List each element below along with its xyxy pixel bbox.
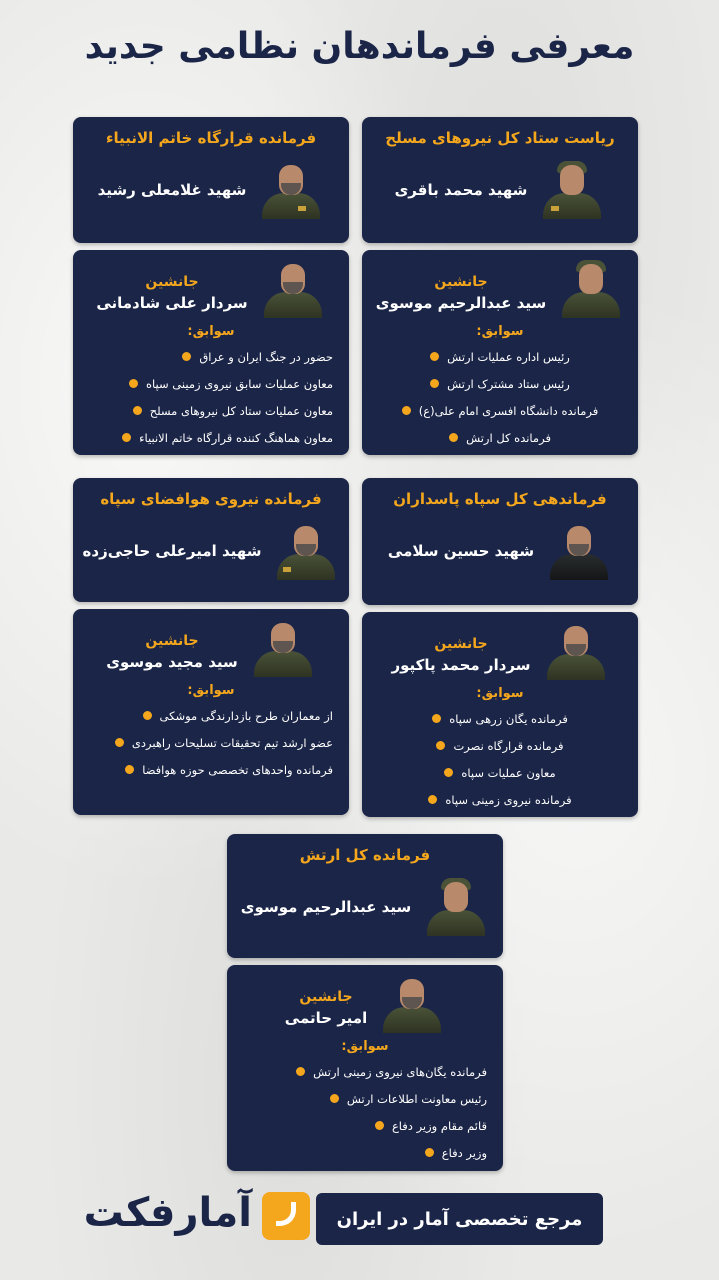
card-title: فرماندهی کل سپاه پاسداران	[393, 490, 607, 508]
bullet-icon	[296, 1067, 305, 1076]
successor-name: سید مجید موسوی	[106, 653, 238, 671]
card-title: فرمانده کل ارتش	[299, 846, 431, 864]
card-title: فرمانده نیروی هوافضای سپاه	[100, 490, 322, 508]
list-item: معاون عملیات ستاد کل نیروهای مسلح	[89, 397, 333, 424]
records-label: سوابق:	[476, 686, 524, 701]
bullet-icon	[449, 433, 458, 442]
bullet-icon	[425, 1148, 434, 1157]
commander-photo	[273, 520, 339, 580]
records-list	[73, 702, 349, 783]
successor-label: جانشین	[299, 989, 353, 1005]
successor-label: جانشین	[434, 636, 488, 652]
bullet-icon	[115, 738, 124, 747]
successor-label: جانشین	[434, 274, 488, 290]
list-item: معاون هماهنگ کننده قرارگاه خاتم الانبیاء	[89, 424, 333, 451]
bullet-icon	[125, 765, 134, 774]
list-item: قائم مقام وزیر دفاع	[243, 1112, 487, 1139]
card-successor-khatam	[73, 250, 349, 455]
commander-photo	[546, 520, 612, 580]
successor-name: سردار علی شادمانی	[96, 294, 248, 312]
records-label: سوابق:	[476, 324, 524, 339]
bullet-icon	[432, 714, 441, 723]
logo-mark-icon	[262, 1192, 310, 1240]
commander-name: شهید امیرعلی حاجی‌زده	[82, 542, 262, 560]
card-successor-chief-of-staff	[362, 250, 638, 455]
card-successor-army	[227, 965, 503, 1171]
list-item: عضو ارشد تیم تحقیقات تسلیحات راهبردی	[89, 729, 333, 756]
card-aerospace-commander	[73, 478, 349, 602]
page-title: معرفی فرماندهان نظامی جدید	[84, 26, 635, 67]
commander-name: سید عبدالرحیم موسوی	[240, 898, 412, 916]
records-label: سوابق:	[341, 1039, 389, 1054]
commander-photo	[539, 159, 605, 219]
bullet-icon	[330, 1094, 339, 1103]
successor-photo	[260, 258, 326, 318]
records-label: سوابق:	[187, 324, 235, 339]
list-item: وزیر دفاع	[243, 1139, 487, 1166]
records-list	[227, 1058, 503, 1166]
bullet-icon	[430, 379, 439, 388]
list-item: حضور در جنگ ایران و عراق	[89, 343, 333, 370]
bullet-icon	[428, 795, 437, 804]
footer-tagline: مرجع تخصصی آمار در ایران	[316, 1193, 603, 1245]
bullet-icon	[182, 352, 191, 361]
bullet-icon	[436, 741, 445, 750]
commander-photo	[423, 876, 489, 936]
list-item: معاون عملیات سپاه	[378, 759, 622, 786]
bullet-icon	[402, 406, 411, 415]
successor-photo	[543, 620, 609, 680]
list-item: فرمانده یگان زرهی سپاه	[378, 705, 622, 732]
list-item: رئیس اداره عملیات ارتش	[378, 343, 622, 370]
card-chief-of-staff	[362, 117, 638, 243]
bullet-icon	[129, 379, 138, 388]
successor-name: امیر حاتمی	[284, 1009, 368, 1027]
records-label: سوابق:	[187, 683, 235, 698]
card-army-commander	[227, 834, 503, 958]
successor-photo	[250, 617, 316, 677]
list-item: فرمانده یگان‌های نیروی زمینی ارتش	[243, 1058, 487, 1085]
successor-label: جانشین	[145, 274, 199, 290]
successor-name: سید عبدالرحیم موسوی	[375, 294, 547, 312]
list-item: فرمانده نیروی زمینی سپاه	[378, 786, 622, 813]
bullet-icon	[143, 711, 152, 720]
list-item: رئیس معاونت اطلاعات ارتش	[243, 1085, 487, 1112]
records-list	[73, 343, 349, 451]
bullet-icon	[430, 352, 439, 361]
brand-logo	[83, 1188, 310, 1246]
bullet-icon	[133, 406, 142, 415]
commander-name: شهید محمد باقری	[394, 181, 528, 199]
bullet-icon	[444, 768, 453, 777]
commander-name: شهید غلامعلی رشید	[97, 181, 247, 199]
successor-photo	[379, 973, 445, 1033]
commander-name: شهید حسین سلامی	[387, 542, 535, 560]
list-item: فرمانده واحدهای تخصصی حوزه هوافضا	[89, 756, 333, 783]
bullet-icon	[122, 433, 131, 442]
logo-text: آمارفکت	[83, 1190, 252, 1236]
records-list	[362, 705, 638, 813]
list-item: رئیس ستاد مشترک ارتش	[378, 370, 622, 397]
commander-photo	[258, 159, 324, 219]
card-successor-irgc	[362, 612, 638, 817]
card-khatam-commander	[73, 117, 349, 243]
list-item: معاون عملیات سابق نیروی زمینی سپاه	[89, 370, 333, 397]
successor-name: سردار محمد پاکپور	[391, 656, 531, 674]
records-list	[362, 343, 638, 451]
card-irgc-commander	[362, 478, 638, 605]
card-title: فرمانده قرارگاه خاتم الانبیاء	[105, 129, 317, 147]
card-successor-aerospace	[73, 609, 349, 815]
list-item: فرمانده قرارگاه نصرت	[378, 732, 622, 759]
list-item: فرمانده کل ارتش	[378, 424, 622, 451]
card-title: ریاست ستاد کل نیروهای مسلح	[385, 129, 615, 147]
list-item: فرمانده دانشگاه افسری امام علی(ع)	[378, 397, 622, 424]
successor-photo	[558, 258, 624, 318]
bullet-icon	[375, 1121, 384, 1130]
list-item: از معماران طرح بازدارندگی موشکی	[89, 702, 333, 729]
successor-label: جانشین	[145, 633, 199, 649]
